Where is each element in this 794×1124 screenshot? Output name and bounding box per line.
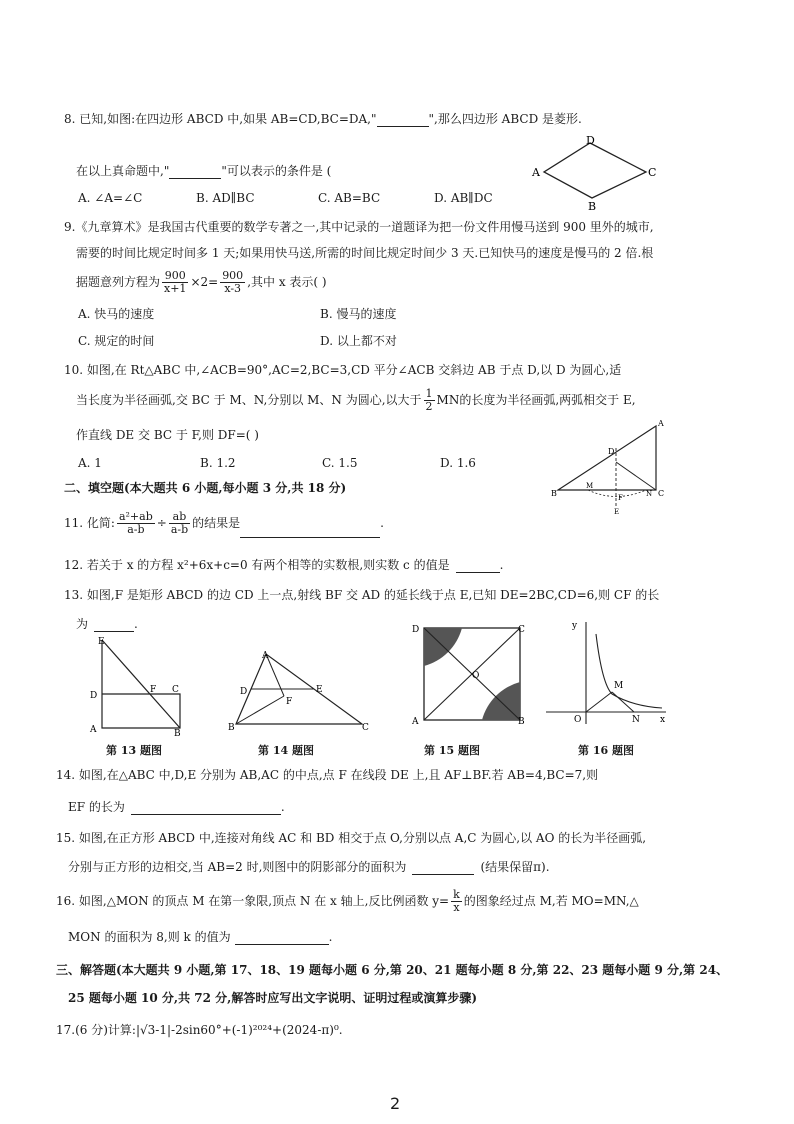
q15-label-a: A [412, 717, 419, 727]
q10-line3: 作直线 DE 交 BC 于 F,则 DF=( ) [76, 428, 259, 442]
q10-option-b: B. 1.2 [200, 456, 236, 470]
q11-fraction-2 [169, 511, 190, 536]
q10-label-m: M [586, 482, 594, 490]
q14-line2 [68, 799, 285, 815]
q16-figure [542, 614, 672, 726]
q13-figure [86, 632, 196, 739]
q16-label-x: x [660, 715, 666, 725]
q10-option-d: D. 1.6 [440, 456, 476, 470]
q9-option-a: A. 快马的速度 [78, 307, 155, 321]
q11-f2-num: ab [169, 511, 190, 524]
q10-line1: 10. 如图,在 Rt△ABC 中,∠ACB=90°,AC=2,BC=3,CD 平分∠ACB 交斜边 AB 于点 D,以 D 为圆心,适 [64, 363, 622, 377]
q14-label-a: A [262, 651, 269, 661]
q16-f-num: k [453, 888, 460, 901]
q13-label-e: E [98, 637, 105, 647]
q9-fraction-1 [162, 270, 188, 295]
q16-line1-b: 的图象经过点 M,若 MO=MN,△ [463, 894, 639, 908]
q8-stem: 8. 已知,如图:在四边形 ABCD 中,如果 AB=CD,BC=DA," [64, 112, 377, 126]
q8-option-a: A. ∠A=∠C [78, 191, 143, 205]
q8-option-c: C. AB=BC [318, 191, 381, 205]
q9-option-c: C. 规定的时间 [78, 334, 155, 348]
q13-end: . [134, 617, 138, 631]
q13-label-f: F [150, 685, 157, 695]
q10-half-den: 2 [425, 400, 433, 413]
q8-hidden-condition [377, 114, 429, 127]
q14-end: . [280, 800, 285, 814]
q8-line1 [64, 111, 582, 127]
q9-times: ×2= [190, 275, 219, 289]
q11-end: . [380, 516, 384, 530]
caption-fig-15: 第 15 题图 [424, 744, 480, 757]
q8-label-a: A [532, 166, 540, 179]
q11-f1-den: a-b [127, 523, 145, 536]
q9-f1-den: x+1 [164, 282, 187, 295]
q8-stem-end: ",那么四边形 ABCD 是菱形. [428, 112, 582, 126]
q16-line1 [56, 886, 639, 916]
q9-line3-a: 据题意列方程为 [76, 275, 161, 289]
q8-rhombus-figure [528, 134, 658, 213]
q9-option-d: D. 以上都不对 [320, 334, 397, 348]
q15-line2 [68, 859, 550, 875]
q14-figure [226, 646, 376, 736]
q10-label-e: E [614, 508, 620, 516]
q8-line2-b: "可以表示的条件是 ( [221, 164, 332, 178]
q10-label-n: N [646, 490, 653, 498]
q9-f2-den: x-3 [224, 282, 242, 295]
q9-fraction-2 [220, 270, 245, 295]
q8-hidden-condition-2 [169, 166, 221, 179]
section-3-heading-line2: 25 题每小题 10 分,共 72 分,解答时应写出文字说明、证明过程或演算步骤) [68, 991, 478, 1005]
q16-label-y: y [572, 621, 578, 631]
q15-label-c: C [518, 625, 525, 635]
q10-label-a: A [658, 419, 664, 428]
q11-line [64, 508, 384, 538]
q10-label-f: F [618, 494, 623, 502]
q9-f2-num: 900 [222, 269, 244, 282]
q13-line2 [76, 616, 138, 632]
q9-line3 [76, 268, 327, 296]
q14-label-f: F [286, 697, 293, 707]
q13-label-b: B [174, 729, 181, 739]
q15-figure [410, 620, 530, 730]
q12-line [64, 557, 503, 573]
q11-fraction-1 [117, 511, 155, 536]
q16-answer-blank [235, 932, 329, 945]
page-number: 2 [390, 1094, 401, 1113]
q8-line2 [76, 163, 331, 179]
q12-text: 12. 若关于 x 的方程 x²+6x+c=0 有两个相等的实数根,则实数 c 的值是 [64, 558, 450, 572]
q13-answer-blank [94, 619, 134, 632]
q10-option-c: C. 1.5 [322, 456, 358, 470]
q15-label-d: D [412, 625, 420, 635]
q14-line1: 14. 如图,在△ABC 中,D,E 分别为 AB,AC 的中点,点 F 在线段 DE 上,且 AF⊥BF.若 AB=4,BC=7,则 [56, 768, 599, 782]
q14-answer-blank [131, 802, 281, 815]
q13-label-d: D [90, 691, 98, 701]
q15-line2-a: 分别与正方形的边相交,当 AB=2 时,则图中的阴影部分的面积为 [68, 860, 407, 874]
q16-label-o: O [574, 715, 582, 725]
q10-triangle-figure [548, 418, 678, 518]
q16-label-n: N [632, 715, 640, 725]
q12-end: . [499, 558, 504, 572]
q10-half-num: 1 [425, 387, 433, 400]
q9-line1: 9.《九章算术》是我国古代重要的数学专著之一,其中记录的一道题译为把一份文件用慢马送到 900 里外的城市, [64, 220, 654, 234]
q14-line2-text: EF 的长为 [68, 800, 125, 814]
q13-label-c: C [172, 685, 179, 695]
q10-line2-a: 当长度为半径画弧,交 BC 于 M、N,分别以 M、N 为圆心,以大于 [76, 393, 422, 407]
q11-answer-blank [240, 525, 380, 538]
q15-label-o: O [472, 671, 480, 681]
q10-half-tail: MN [436, 393, 460, 407]
caption-fig-14: 第 14 题图 [258, 744, 314, 757]
q11-b: 的结果是 [192, 516, 241, 530]
q10-option-a: A. 1 [78, 456, 102, 470]
q13-line1: 13. 如图,F 是矩形 ABCD 的边 CD 上一点,射线 BF 交 AD 的延长线于点 E,已知 DE=2BC,CD=6,则 CF 的长 [64, 588, 660, 602]
q10-half-fraction [424, 388, 435, 413]
q16-fraction [451, 889, 462, 914]
q8-option-b: B. AD∥BC [196, 191, 255, 205]
q10-label-d: D [608, 447, 615, 456]
q16-line2-text: MON 的面积为 8,则 k 的值为 [68, 930, 231, 944]
q8-label-c: C [648, 166, 657, 179]
q14-label-e: E [316, 685, 323, 695]
q10-label-c: C [658, 489, 665, 498]
q11-f2-den: a-b [170, 523, 189, 536]
q10-line2-b: 的长度为半径画弧,两弧相交于 E, [459, 393, 636, 407]
q15-label-b: B [518, 717, 525, 727]
q15-answer-blank [412, 862, 474, 875]
q17-line [56, 1022, 343, 1038]
caption-fig-13: 第 13 题图 [106, 744, 162, 757]
q15-line2-b: (结果保留π). [480, 860, 550, 874]
q16-f-den: x [453, 901, 460, 914]
q9-option-b: B. 慢马的速度 [320, 307, 397, 321]
q10-label-b: B [551, 489, 557, 498]
section-2-heading: 二、填空题(本大题共 6 小题,每小题 3 分,共 18 分) [64, 481, 347, 495]
q9-line3-b: ,其中 x 表示( ) [247, 275, 327, 289]
q8-label-d: D [586, 134, 595, 147]
q13-label-a: A [90, 725, 97, 735]
q16-end: . [328, 930, 333, 944]
q14-label-c: C [362, 723, 369, 733]
q14-label-b: B [228, 723, 235, 733]
q16-line1-a: 16. 如图,△MON 的顶点 M 在第一象限,顶点 N 在 x 轴上,反比例函数 y= [56, 894, 450, 908]
q13-line2-text: 为 [76, 617, 89, 631]
q11-div: ÷ [156, 516, 167, 530]
q11-a: 11. 化简: [64, 516, 115, 530]
q14-label-d: D [240, 687, 248, 697]
q17-expression: |√3-1|-2sin60°+(-1)²⁰²⁴+(2024-π)⁰. [135, 1023, 343, 1037]
q8-line2-a: 在以上真命题中," [76, 164, 170, 178]
section-3-heading-line1: 三、解答题(本大题共 9 小题,第 17、18、19 题每小题 6 分,第 20、21 题每小题 8 分,第 22、23 题每小题 9 分,第 24、 [56, 963, 729, 977]
q10-line2 [76, 386, 636, 414]
q8-option-d: D. AB∥DC [434, 191, 493, 205]
caption-fig-16: 第 16 题图 [578, 744, 634, 757]
q17-label: 17.(6 分)计算: [56, 1023, 136, 1037]
q16-label-m: M [614, 681, 624, 691]
q12-answer-blank [456, 560, 500, 573]
q15-line1: 15. 如图,在正方形 ABCD 中,连接对角线 AC 和 BD 相交于点 O,分别以点 A,C 为圆心,以 AO 的长为半径画弧, [56, 831, 647, 845]
q11-f1-num: a²+ab [118, 510, 153, 523]
q9-line2: 需要的时间比规定时间多 1 天;如果用快马送,所需的时间比规定时间少 3 天.已知快马的速度是慢马的 2 倍.根 [76, 246, 654, 260]
q16-line2 [68, 929, 332, 945]
q8-label-b: B [588, 200, 597, 213]
q9-f1-num: 900 [162, 270, 188, 283]
